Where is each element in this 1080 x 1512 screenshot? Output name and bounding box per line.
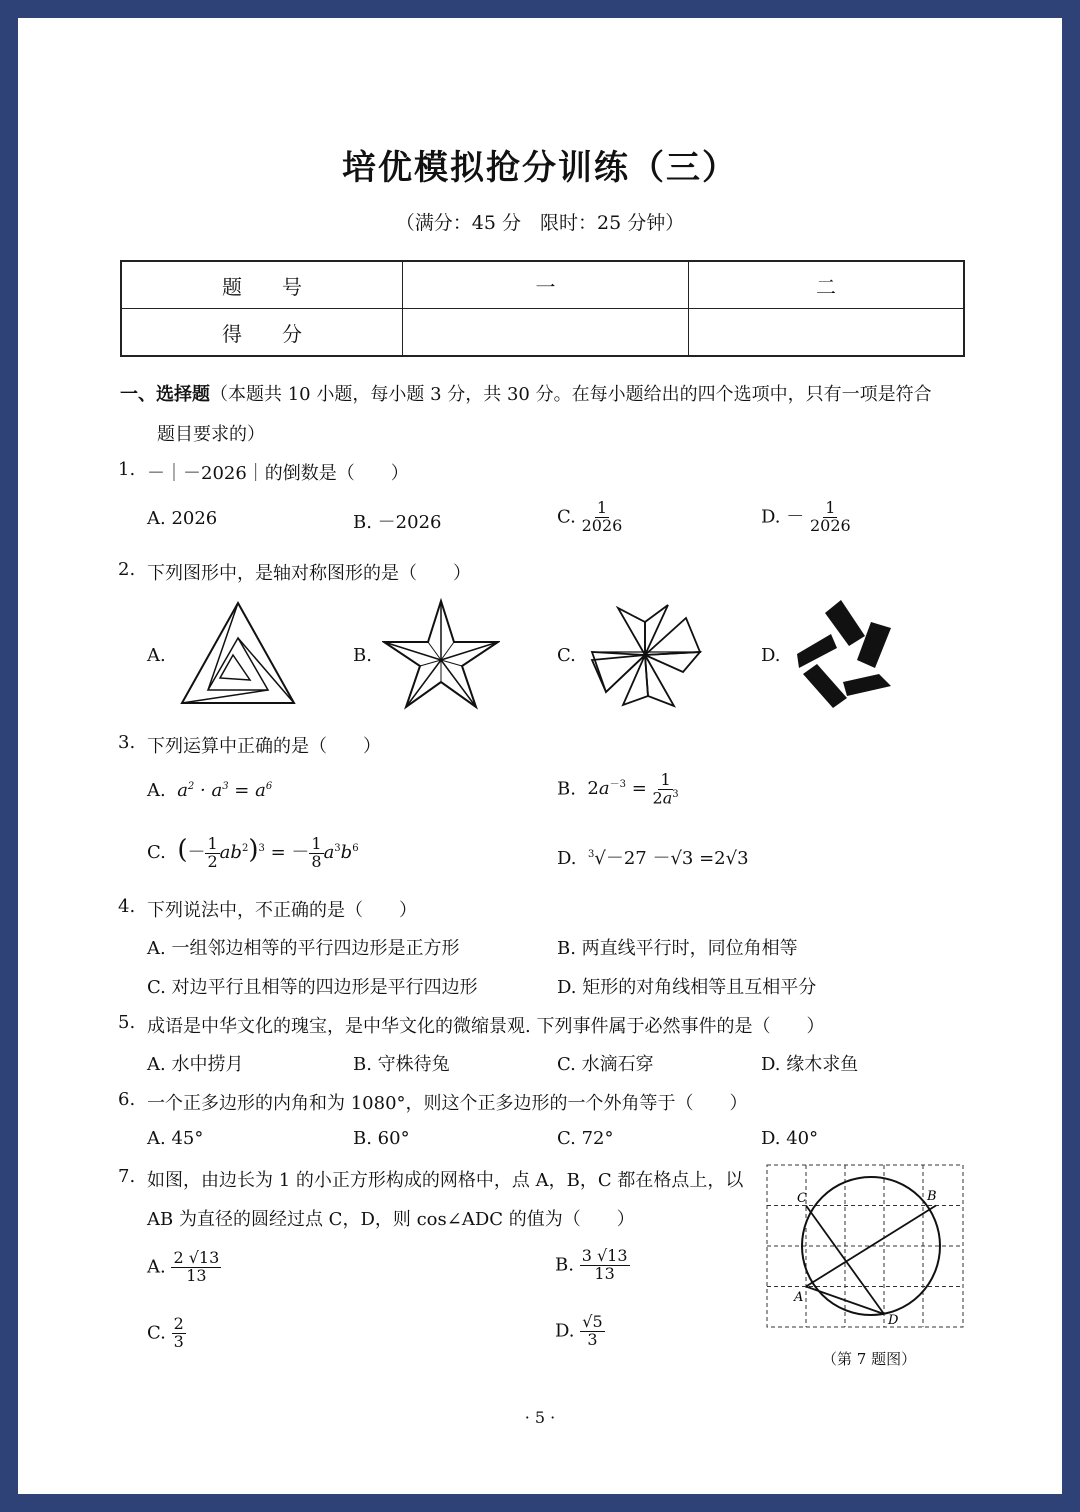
q1-c-label: C. — [557, 506, 576, 528]
q3-a-label: A. — [147, 780, 166, 801]
q6-stem: 一个正多边形的内角和为 1080°，则这个正多边形的一个外角等于（ ） — [147, 1093, 748, 1114]
q2-figure-d-bars — [795, 598, 897, 710]
q7-option-b[interactable] — [555, 1248, 630, 1283]
q1-option-d[interactable] — [761, 500, 851, 535]
q2-figure-a-triangle — [178, 600, 298, 706]
q7-option-d[interactable] — [555, 1314, 605, 1349]
q7-d-fraction: $\frac{√5}{3}$ — [582, 1312, 603, 1349]
q7-label-b: B — [927, 1189, 937, 1204]
q6-option-b[interactable]: B. 60° — [353, 1128, 410, 1149]
score-header-two: 二 — [689, 261, 965, 309]
q7-d-label: D. — [555, 1320, 575, 1342]
section-desc-2: 题目要求的） — [157, 424, 265, 445]
q7-option-c[interactable] — [147, 1316, 186, 1351]
q6-option-a[interactable]: A. 45° — [147, 1128, 204, 1149]
q4-number: 4. — [118, 896, 136, 917]
q3-option-b[interactable] — [557, 772, 679, 807]
score-header-one: 一 — [403, 261, 689, 309]
q1-c-fraction — [582, 500, 623, 535]
q3-b-expression: $2a^{-3}$ = $\frac{1}{2a^3}$ — [581, 770, 679, 808]
q2-option-a[interactable]: A. — [147, 645, 166, 666]
q2-number: 2. — [118, 559, 136, 580]
q3-a-expression: $a^2 \cdot a^3 = a^6$ — [171, 780, 273, 801]
q7-stem-2: AB 为直径的圆经过点 C，D，则 cos∠ADC 的值为（ ） — [147, 1209, 635, 1230]
q7-stem-1: 如图，由边长为 1 的小正方形构成的网格中，点 A，B，C 都在格点上，以 — [147, 1170, 744, 1191]
q6-option-d[interactable]: D. 40° — [761, 1128, 819, 1149]
q7-number: 7. — [118, 1166, 136, 1187]
q7-a-fraction: $\frac{2 √13}{13}$ — [173, 1248, 220, 1285]
page-number: · 5 · — [524, 1408, 556, 1427]
q4-stem: 下列说法中，不正确的是（ ） — [147, 900, 417, 921]
q3-d-expression: $^3$√－27 －√3 =2√3 — [587, 848, 749, 869]
q3-stem: 下列运算中正确的是（ ） — [147, 736, 381, 757]
q1-option-a[interactable]: A. 2026 — [147, 508, 218, 529]
q7-figure-grid-circle — [762, 1162, 968, 1332]
q3-option-a[interactable] — [147, 780, 272, 801]
q5-number: 5. — [118, 1012, 136, 1033]
q1-option-c[interactable] — [557, 500, 622, 535]
q7-c-label: C. — [147, 1322, 166, 1344]
q1-d-fraction — [810, 500, 851, 535]
q1-number: 1. — [118, 459, 136, 480]
q1-d-label: D. － — [761, 506, 805, 528]
score-cell-one[interactable] — [403, 309, 689, 357]
q5-stem: 成语是中华文化的瑰宝，是中华文化的微缩景观. 下列事件属于必然事件的是（ ） — [147, 1016, 825, 1037]
q4-option-b[interactable]: B. 两直线平行时，同位角相等 — [557, 938, 798, 959]
score-table — [120, 260, 965, 357]
page-subtitle: （满分：45 分 限时：25 分钟） — [395, 212, 685, 234]
q1-option-b[interactable]: B. －2026 — [353, 512, 442, 533]
q7-a-label: A. — [147, 1256, 166, 1278]
q6-number: 6. — [118, 1089, 136, 1110]
q3-d-label: D. — [557, 848, 577, 869]
q7-option-a[interactable] — [147, 1250, 221, 1285]
section-heading-line — [120, 380, 932, 406]
q5-option-d[interactable]: D. 缘木求鱼 — [761, 1054, 859, 1075]
q2-figure-c-pinwheel — [588, 600, 703, 710]
q5-option-b[interactable]: B. 守株待兔 — [353, 1054, 450, 1075]
score-row-label: 得 分 — [121, 309, 403, 357]
q3-option-c[interactable] — [147, 835, 359, 870]
score-header-label: 题 号 — [121, 261, 403, 309]
section-heading: 一、选择题 — [120, 384, 210, 405]
q2-option-d[interactable]: D. — [761, 645, 781, 666]
q7-figure-caption: （第 7 题图） — [822, 1350, 917, 1368]
q7-label-d: D — [888, 1313, 899, 1328]
q7-b-label: B. — [555, 1254, 574, 1276]
q7-label-a: A — [794, 1290, 804, 1305]
q1-d-den: 2026 — [809, 515, 851, 535]
q3-b-label: B. — [557, 778, 576, 800]
q2-option-b[interactable]: B. — [353, 645, 372, 666]
q1-d-num: 1 — [825, 498, 836, 517]
q4-option-a[interactable]: A. 一组邻边相等的平行四边形是正方形 — [147, 938, 460, 959]
q2-figure-b-star — [382, 598, 500, 710]
q4-option-c[interactable]: C. 对边平行且相等的四边形是平行四边形 — [147, 977, 478, 998]
score-cell-two[interactable] — [689, 309, 965, 357]
q4-option-d[interactable]: D. 矩形的对角线相等且互相平分 — [557, 977, 817, 998]
q2-stem: 下列图形中，是轴对称图形的是（ ） — [147, 563, 471, 584]
q5-option-c[interactable]: C. 水滴石穿 — [557, 1054, 654, 1075]
q1-c-num: 1 — [596, 498, 608, 517]
q1-c-den: 2026 — [581, 515, 623, 535]
page-title: 培优模拟抢分训练（三） — [342, 148, 738, 188]
q3-number: 3. — [118, 732, 136, 753]
q7-c-fraction: $\frac{2}{3}$ — [173, 1314, 184, 1351]
q2-option-c[interactable]: C. — [557, 645, 576, 666]
q7-label-c: C — [797, 1191, 807, 1206]
q3-option-d[interactable] — [557, 844, 749, 870]
q1-stem: －｜－2026｜的倒数是（ ） — [147, 463, 409, 484]
q5-option-a[interactable]: A. 水中捞月 — [147, 1054, 244, 1075]
q6-option-c[interactable]: C. 72° — [557, 1128, 614, 1149]
section-desc-1: （本题共 10 小题，每小题 3 分，共 30 分。在每小题给出的四个选项中，只有一项是符合 — [210, 384, 932, 405]
q3-c-label: C. — [147, 842, 166, 863]
q7-b-fraction: $\frac{3 √13}{13}$ — [581, 1246, 628, 1283]
q3-c-expression: (－ $\frac{1}{2}$ $ab^2)^3$ = － $\frac{1}{8}$ $a^3b^6$ — [177, 833, 359, 871]
